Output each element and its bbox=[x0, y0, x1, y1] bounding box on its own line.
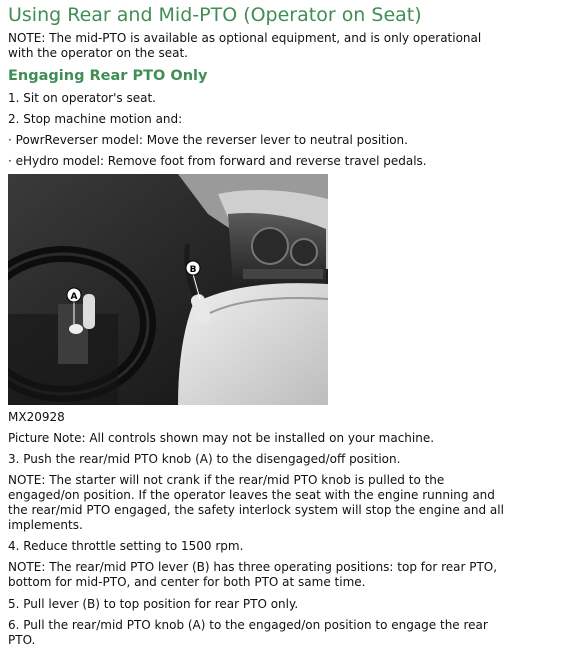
step-6: 6. Pull the rear/mid PTO knob (A) to the engaged/on position to engage the rear PTO. bbox=[8, 618, 488, 647]
note-lever: NOTE: The rear/mid PTO lever (B) has three operating positions: top for rear PTO, bottom for mid-PTO, and center for both PTO at same time. bbox=[8, 560, 498, 589]
section-heading: Engaging Rear PTO Only bbox=[8, 68, 208, 84]
step-5: 5. Pull lever (B) to top position for rear PTO only. bbox=[8, 597, 299, 611]
note-starter: NOTE: The starter will not crank if the rear/mid PTO knob is pulled to the engaged/on position. If the operator leaves the seat with the engine running and the rear/mid PTO engaged, the safety interlock system will stop the engine and all implements. bbox=[8, 473, 504, 532]
step-1: 1. Sit on operator's seat. bbox=[8, 91, 156, 105]
callout-a-label: A bbox=[70, 292, 78, 302]
step-3: 3. Push the rear/mid PTO knob (A) to the disengaged/off position. bbox=[8, 452, 401, 466]
picture-note: Picture Note: All controls shown may not be installed on your machine. bbox=[8, 431, 435, 445]
step-2: 2. Stop machine motion and: bbox=[8, 112, 183, 126]
bullet-ehydro: · eHydro model: Remove foot from forward and reverse travel pedals. bbox=[8, 154, 427, 168]
tractor-controls-photo bbox=[8, 174, 328, 405]
page-title: Using Rear and Mid-PTO (Operator on Seat) bbox=[8, 4, 422, 26]
figure-code: MX20928 bbox=[8, 410, 65, 424]
step-4: 4. Reduce throttle setting to 1500 rpm. bbox=[8, 539, 244, 553]
tractor-controls-illustration bbox=[8, 174, 328, 405]
callout-b-label: B bbox=[189, 265, 197, 275]
note-mid-pto: NOTE: The mid-PTO is available as optional equipment, and is only operational with the operator on the seat. bbox=[8, 31, 482, 60]
bullet-powrreverser: · PowrReverser model: Move the reverser lever to neutral position. bbox=[8, 133, 408, 147]
